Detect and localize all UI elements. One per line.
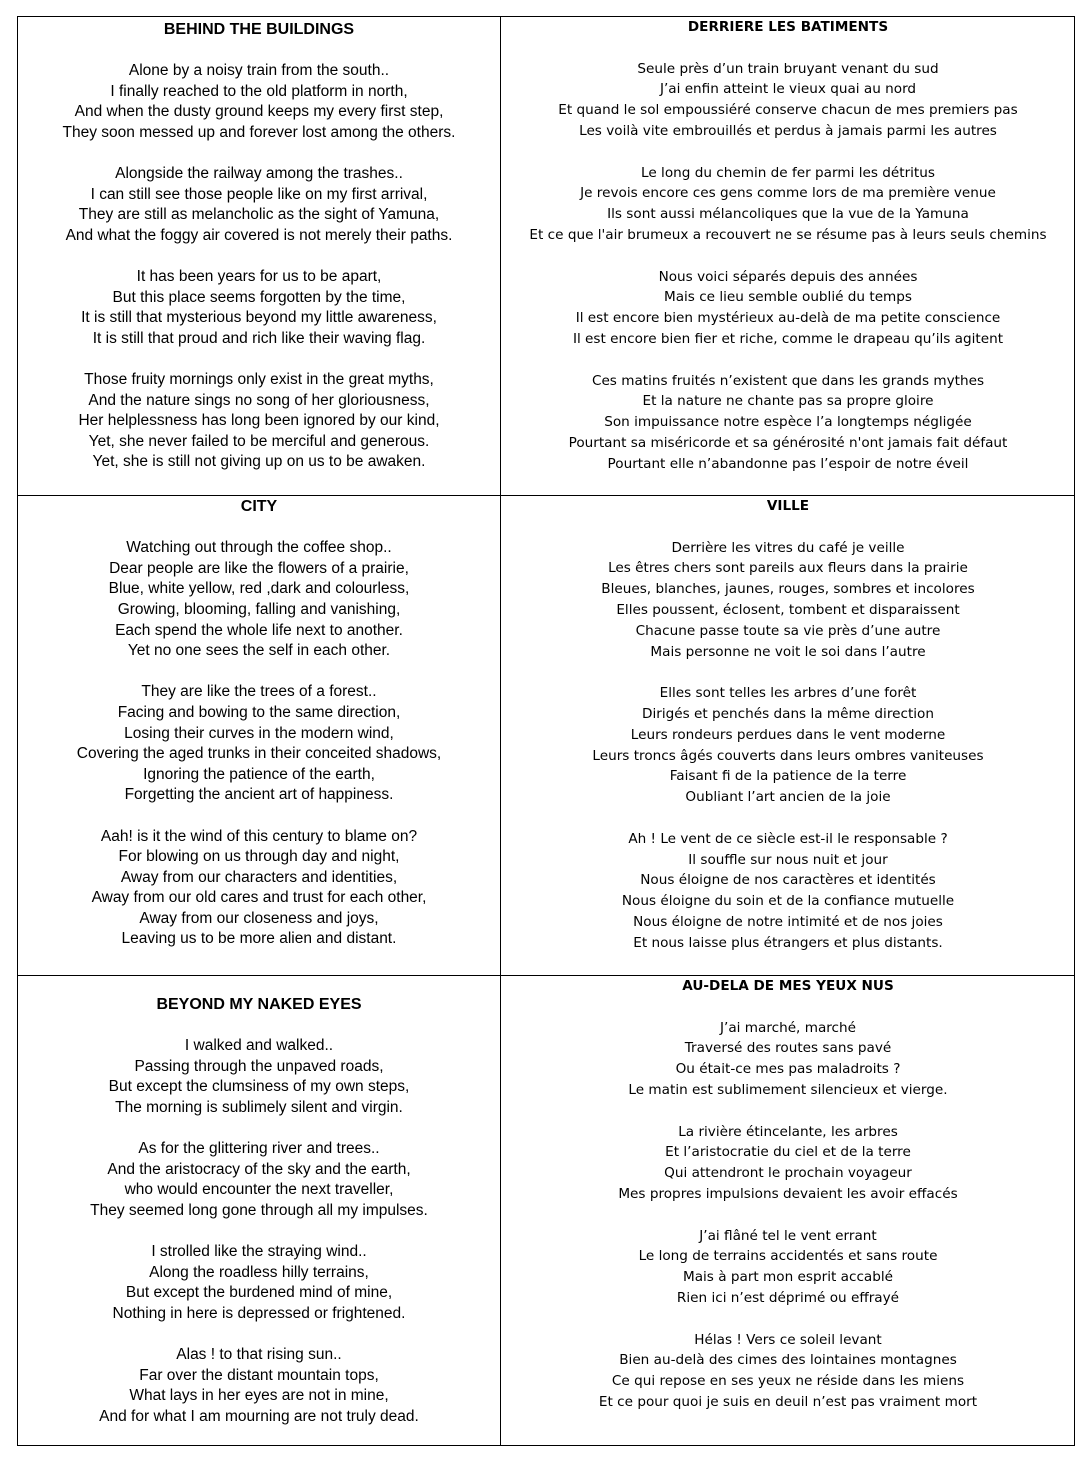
poem-line: Alas ! to that rising sun.. <box>176 1346 342 1364</box>
poem-line: Losing their curves in the modern wind, <box>124 724 394 742</box>
poem-line: Mais personne ne voit le soi dans l’autre <box>650 643 926 660</box>
poem-cell-en-2 <box>18 496 501 976</box>
poem-stanza <box>501 59 1075 142</box>
poem-line: They are still as melancholic as the sight of Yamuna, <box>78 206 440 224</box>
poem-line: J’ai flâné tel le vent errant <box>699 1227 877 1244</box>
poem-line: It is still that proud and rich like their waving flag. <box>92 329 426 347</box>
poem-line: Il souffle sur nous nuit et jour <box>688 851 888 868</box>
poem-line: Yet, she is still not giving up on us to be awaken. <box>92 453 426 471</box>
poem-line: Facing and bowing to the same direction, <box>117 703 401 721</box>
poem-stanza <box>501 1226 1075 1309</box>
poem-line: Pourtant elle n’abandonne pas l’espoir de notre éveil <box>607 455 969 472</box>
poem-line: Nous voici séparés depuis des années <box>658 268 918 285</box>
poem-title: VILLE <box>766 498 810 514</box>
poem-line: Traversé des routes sans pavé <box>684 1040 892 1057</box>
poem-line: Along the roadless hilly terrains, <box>149 1263 369 1281</box>
poem-stanza <box>18 61 500 143</box>
poem-stanza <box>18 682 500 806</box>
poem-line: But except the clumsiness of my own steps, <box>108 1078 410 1096</box>
poem-stanza <box>501 1330 1075 1413</box>
poem-title: BEYOND MY NAKED EYES <box>156 996 362 1013</box>
poem-stanza <box>18 164 500 246</box>
poem-line: Away from our closeness and joys, <box>139 909 379 927</box>
poem-line: J’ai marché, marché <box>719 1019 857 1036</box>
poem-line: Bleues, blanches, jaunes, rouges, sombres et incolores <box>601 581 975 598</box>
poem-line: Nous éloigne du soin et de la confiance mutuelle <box>621 893 955 910</box>
poem-line: Dirigés et penchés dans la même direction <box>642 705 934 722</box>
poem-stanza <box>501 829 1075 954</box>
poem-line: Passing through the unpaved roads, <box>134 1057 384 1075</box>
poem-stanza <box>18 538 500 662</box>
poem-stanza <box>18 827 500 951</box>
poem-line: Ce qui repose en ses yeux ne réside dans les miens <box>611 1373 965 1390</box>
poem-line: Il est encore bien mystérieux au-delà de ma petite conscience <box>575 310 1001 327</box>
poem-line: And what the foggy air covered is not merely their paths. <box>65 226 453 244</box>
poem-line: Son impuissance notre espèce l’a longtemps négligée <box>604 414 972 431</box>
poem-line: They seemed long gone through all my impulses. <box>90 1201 428 1219</box>
poem-stanza <box>501 538 1075 663</box>
poem-line: Pourtant sa miséricorde et sa générosité n'ont jamais fait défaut <box>568 434 1008 451</box>
poem-line: I walked and walked.. <box>184 1037 334 1055</box>
poem-cell-en-3 <box>18 976 501 1445</box>
poem-line: Je revois encore ces gens comme lors de ma première venue <box>580 185 996 202</box>
poem-stanza <box>501 683 1075 808</box>
poem-line: Leurs rondeurs perdues dans le vent moderne <box>630 726 946 743</box>
poem-stanza <box>501 267 1075 350</box>
poem-line: Far over the distant mountain tops, <box>139 1366 379 1384</box>
poem-line: Nothing in here is depressed or frightened. <box>112 1304 406 1322</box>
poem-line: Ou était-ce mes pas maladroits ? <box>675 1061 901 1078</box>
poem-title: BEHIND THE BUILDINGS <box>163 21 355 38</box>
poem-line: Each spend the whole life next to another. <box>115 621 403 639</box>
poem-line: And the aristocracy of the sky and the earth, <box>107 1160 411 1178</box>
poem-line: Blue, white yellow, red ,dark and colourless, <box>108 580 410 598</box>
poem-line: Covering the aged trunks in their conceited shadows, <box>76 745 442 763</box>
poem-stanza <box>18 370 500 473</box>
poem-title: AU-DELA DE MES YEUX NUS <box>682 978 894 994</box>
poem-line: Le long du chemin de fer parmi les détritus <box>641 164 935 181</box>
poem-line: Those fruity mornings only exist in the great myths, <box>84 371 434 389</box>
poem-line: Ils sont aussi mélancoliques que la vue de la Yamuna <box>607 206 969 223</box>
poem-line: Et nous laisse plus étrangers et plus distants. <box>633 934 943 951</box>
poem-stanza <box>18 1345 500 1427</box>
poem-line: Ces matins fruités n’existent que dans les grands mythes <box>591 372 985 389</box>
poem-line: It has been years for us to be apart, <box>136 268 382 286</box>
poem-line: As for the glittering river and trees.. <box>138 1140 380 1158</box>
poem-line: Nous éloigne de nos caractères et identités <box>640 872 936 889</box>
poem-line: Away from our characters and identities, <box>120 868 398 886</box>
poem-line: I can still see those people like on my first arrival, <box>90 185 428 203</box>
poem-line: Nous éloigne de notre intimité et de nos joies <box>633 913 943 930</box>
poem-line: Faisant fi de la patience de la terre <box>669 768 907 785</box>
poem-line: J’ai enfin atteint le vieux quai au nord <box>659 81 917 98</box>
poem-line: Hélas ! Vers ce soleil levant <box>694 1331 882 1348</box>
poem-line: Elles poussent, éclosent, tombent et disparaissent <box>616 601 960 618</box>
poem-line: La rivière étincelante, les arbres <box>678 1123 898 1140</box>
poem-line: But this place seems forgotten by the time, <box>112 288 406 306</box>
poem-stanza <box>501 163 1075 246</box>
poem-line: Ah ! Le vent de ce siècle est-il le responsable ? <box>628 830 948 847</box>
poem-line: Et la nature ne chante pas sa propre gloire <box>642 393 934 410</box>
poem-line: Alone by a noisy train from the south.. <box>128 62 390 80</box>
poem-line: Il est encore bien fier et riche, comme le drapeau qu’ils agitent <box>572 330 1004 347</box>
poem-stanza <box>501 371 1075 475</box>
poem-line: Ignoring the patience of the earth, <box>143 765 375 783</box>
poem-line: Dear people are like the flowers of a prairie, <box>109 559 409 577</box>
poem-line: Le long de terrains accidentés et sans route <box>638 1248 938 1265</box>
poem-stanza <box>18 1036 500 1118</box>
poem-line: Mes propres impulsions devaient les avoir effacés <box>618 1185 958 1202</box>
poem-line: And the nature sings no song of her gloriousness, <box>88 391 430 409</box>
poem-line: Yet no one sees the self in each other. <box>127 642 391 660</box>
poem-line: Growing, blooming, falling and vanishing, <box>117 600 401 618</box>
poem-cell-fr-3 <box>501 976 1075 1445</box>
poem-line: Leaving us to be more alien and distant. <box>121 930 397 948</box>
poem-line: Mais ce lieu semble oublié du temps <box>663 289 913 306</box>
poem-line: Rien ici n’est déprimé ou effrayé <box>676 1289 900 1306</box>
poem-line: Bien au-delà des cimes des lointaines montagnes <box>619 1352 957 1369</box>
poem-cell-fr-2 <box>501 496 1075 976</box>
poem-line: For blowing on us through day and night, <box>118 848 400 866</box>
poem-line: Yet, she never failed to be merciful and generous. <box>88 432 430 450</box>
poem-stanza <box>18 1242 500 1324</box>
poem-stanza <box>501 1122 1075 1205</box>
poem-line: And when the dusty ground keeps my every first step, <box>74 103 444 121</box>
poem-line: Her helplessness has long been ignored by our kind, <box>78 412 440 430</box>
poem-line: Qui attendront le prochain voyageur <box>664 1165 912 1182</box>
poem-line: What lays in her eyes are not in mine, <box>129 1387 389 1405</box>
poem-line: Le matin est sublimement silencieux et vierge. <box>628 1081 948 1098</box>
poem-line: I strolled like the straying wind.. <box>151 1243 367 1261</box>
poem-line: Et l’aristocratie du ciel et de la terre <box>665 1144 911 1161</box>
poem-table <box>17 16 1075 1446</box>
poem-line: Leurs troncs âgés couverts dans leurs ombres vaniteuses <box>592 747 984 764</box>
poem-stanza <box>501 1018 1075 1101</box>
poem-line: And for what I am mourning are not truly dead. <box>99 1407 419 1425</box>
poem-line: Les voilà vite embrouillés et perdus à jamais parmi les autres <box>579 122 997 139</box>
poem-line: Et ce pour quoi je suis en deuil n’est pas vraiment mort <box>598 1393 978 1410</box>
poem-cell-en-1 <box>18 17 501 496</box>
poem-line: The morning is sublimely silent and virgin. <box>115 1098 403 1116</box>
poem-line: Alongside the railway among the trashes.. <box>115 165 403 183</box>
poem-line: It is still that mysterious beyond my little awareness, <box>81 309 437 327</box>
poem-line: Oubliant l’art ancien de la joie <box>685 789 891 806</box>
poem-line: I finally reached to the old platform in north, <box>110 82 408 100</box>
poem-line: Forgetting the ancient art of happiness. <box>124 786 394 804</box>
poem-cell-fr-1 <box>501 17 1075 496</box>
poem-line: Aah! is it the wind of this century to blame on? <box>100 827 418 845</box>
poem-line: Seule près d’un train bruyant venant du sud <box>637 60 939 77</box>
poem-line: Mais à part mon esprit accablé <box>682 1269 894 1286</box>
poem-line: Et quand le sol empoussiéré conserve chacun de mes premiers pas <box>558 102 1018 119</box>
poem-line: Away from our old cares and trust for each other, <box>91 889 427 907</box>
poem-title: CITY <box>240 498 278 515</box>
poem-line: Et ce que l'air brumeux a recouvert ne se résume pas à leurs seuls chemins <box>529 226 1047 243</box>
poem-line: Chacune passe toute sa vie près d’une autre <box>635 622 941 639</box>
poem-line: They soon messed up and forever lost among the others. <box>62 123 456 141</box>
poem-line: But except the burdened mind of mine, <box>125 1284 393 1302</box>
poem-line: Watching out through the coffee shop.. <box>126 539 392 557</box>
poem-line: They are like the trees of a forest.. <box>141 683 377 701</box>
poem-stanza <box>18 267 500 349</box>
poem-title: DERRIERE LES BATIMENTS <box>687 19 889 35</box>
poem-line: Les êtres chers sont pareils aux fleurs dans la prairie <box>608 560 968 577</box>
poem-stanza <box>18 1139 500 1221</box>
poem-line: Elles sont telles les arbres d’une forêt <box>659 685 917 702</box>
poem-line: Derrière les vitres du café je veille <box>671 539 905 556</box>
poem-line: who would encounter the next traveller, <box>124 1181 394 1199</box>
